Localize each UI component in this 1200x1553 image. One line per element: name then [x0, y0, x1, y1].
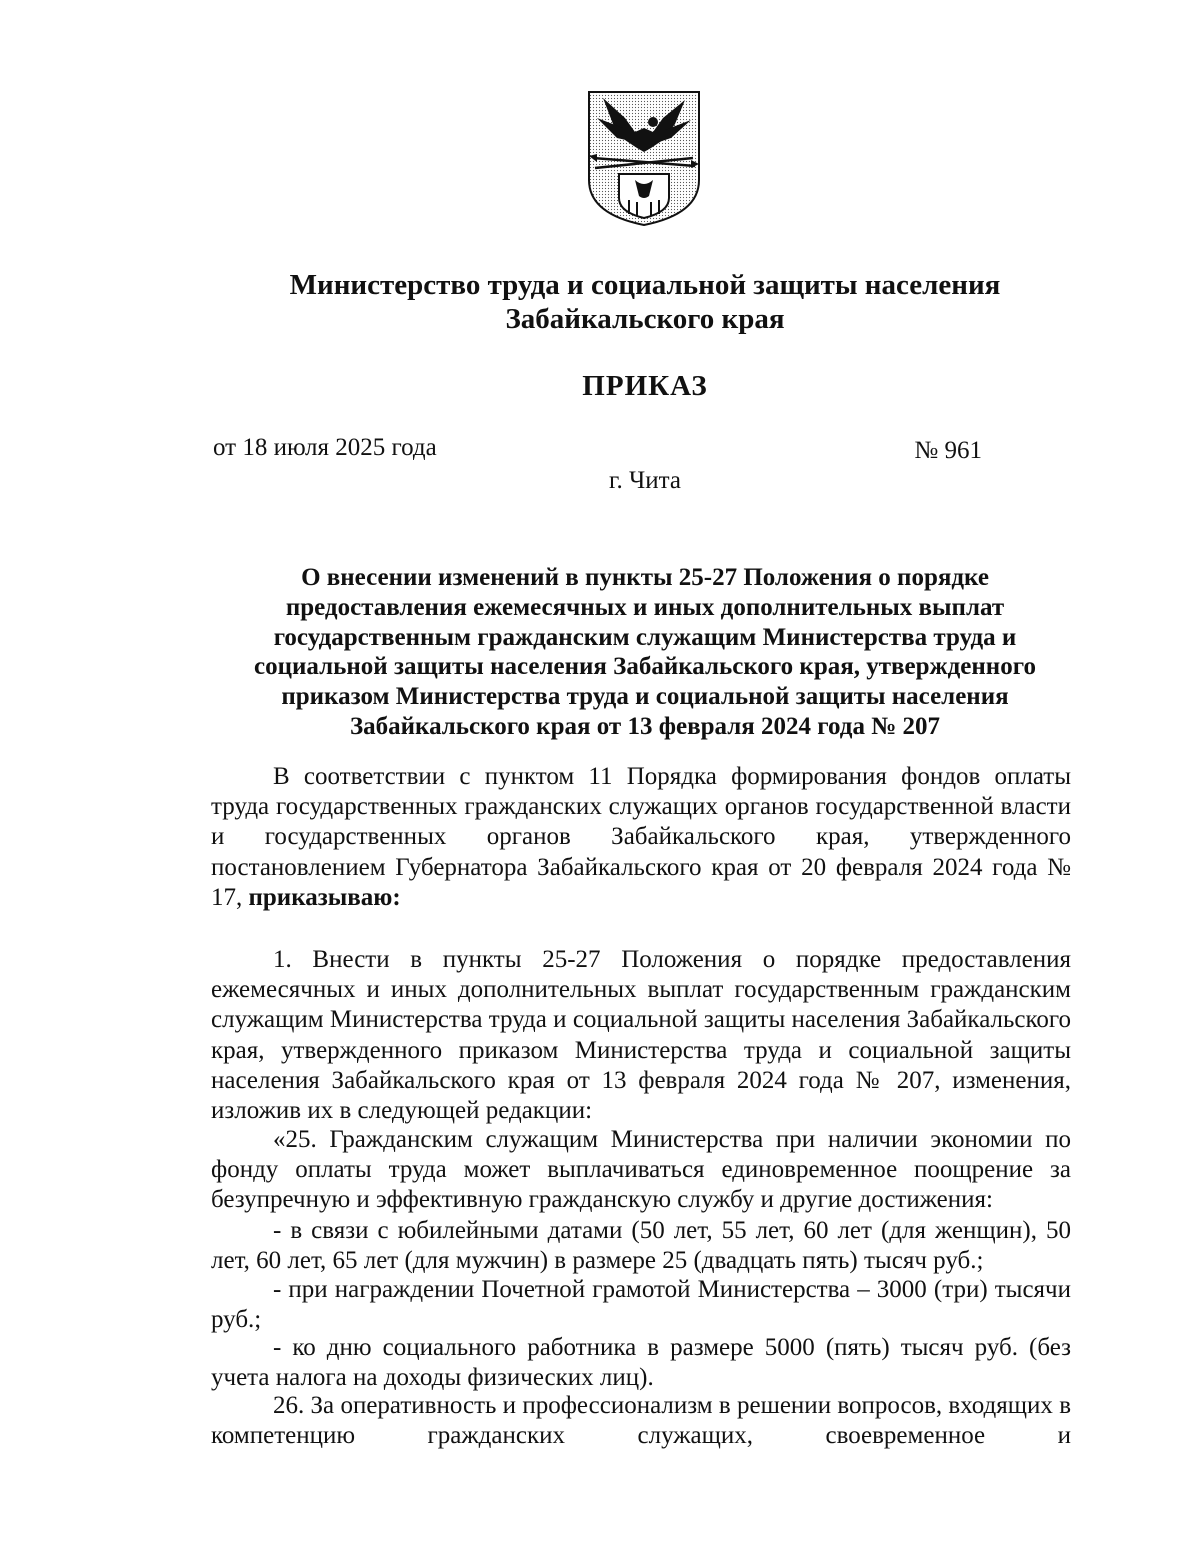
clause-26-paragraph	[211, 1391, 1071, 1451]
coat-of-arms-icon	[583, 88, 705, 228]
heading-line: приказом Министерства труда и социальной защиты населения	[281, 683, 1009, 711]
clause-25-text: «25. Гражданским служащим Министерства при наличии экономии по фонду оплаты труда может выплачиваться единовременное поощрение за безупречную и эффективную гражданскую службу и другие достижения:	[211, 1126, 1071, 1214]
heading-line: Забайкальского края от 13 февраля 2024 года № 207	[349, 712, 941, 740]
bullet-item	[211, 1333, 1071, 1393]
clause-26-text: 26. За оперативность и профессионализм в решении вопросов, входящих в компетенцию гражданских служащих, своевременное и	[211, 1392, 1071, 1450]
item-1-paragraph	[211, 945, 1071, 1126]
ministry-title-line: Забайкальского края	[505, 303, 785, 335]
heading-line: государственным гражданским служащим Министерства труда и	[273, 623, 1017, 651]
order-date: от 18 июля 2025 года	[213, 434, 437, 461]
preamble-bold: приказываю:	[248, 883, 401, 911]
preamble-text: В соответствии с пунктом 11 Порядка формирования фондов оплаты труда государственных гражданских служащих органов государственной власти и государственных органов Забайкальского края, утвержденного постановлением Губернатора Забайкальского края от 20 февраля 2024 года № 17,	[211, 763, 1071, 911]
heading-line: О внесении изменений в пункты 25-27 Положения о порядке	[301, 564, 989, 591]
clause-25-paragraph	[211, 1125, 1071, 1216]
order-number: № 961	[914, 437, 982, 464]
bullet-text: - в связи с юбилейными датами (50 лет, 55 лет, 60 лет (для женщин), 50 лет, 60 лет, 65 лет (для мужчин) в размере 25 (двадцать пять) тысяч руб.;	[211, 1217, 1071, 1275]
preamble-paragraph	[211, 762, 1071, 913]
bullet-item	[211, 1275, 1071, 1335]
order-heading	[215, 563, 1075, 742]
bullet-text: - ко дню социального работника в размере 5000 (пять) тысяч руб. (без учета налога на доходы физических лиц).	[211, 1334, 1071, 1392]
bullet-text: - при награждении Почетной грамотой Министерства – 3000 (три) тысячи руб.;	[211, 1276, 1071, 1334]
document-type: ПРИКАЗ	[582, 370, 708, 402]
ministry-title-line: Министерство труда и социальной защиты населения	[289, 269, 1001, 301]
heading-line: предоставления ежемесячных и иных дополнительных выплат	[285, 593, 1005, 621]
order-city: г. Чита	[609, 467, 681, 494]
ministry-title	[180, 268, 1110, 336]
item-1-text: 1. Внести в пункты 25-27 Положения о порядке предоставления ежемесячных и иных дополнительных выплат государственным гражданским служащим Министерства труда и социальной защиты населения Забайкальского края, утвержденного приказом Министерства труда и социальной защиты населения Забайкальского края от 13 февраля 2024 года № 207, изменения, изложив их в следующей редакции:	[211, 946, 1071, 1125]
bullet-item	[211, 1216, 1071, 1276]
heading-line: социальной защиты населения Забайкальского края, утвержденного	[254, 653, 1036, 681]
